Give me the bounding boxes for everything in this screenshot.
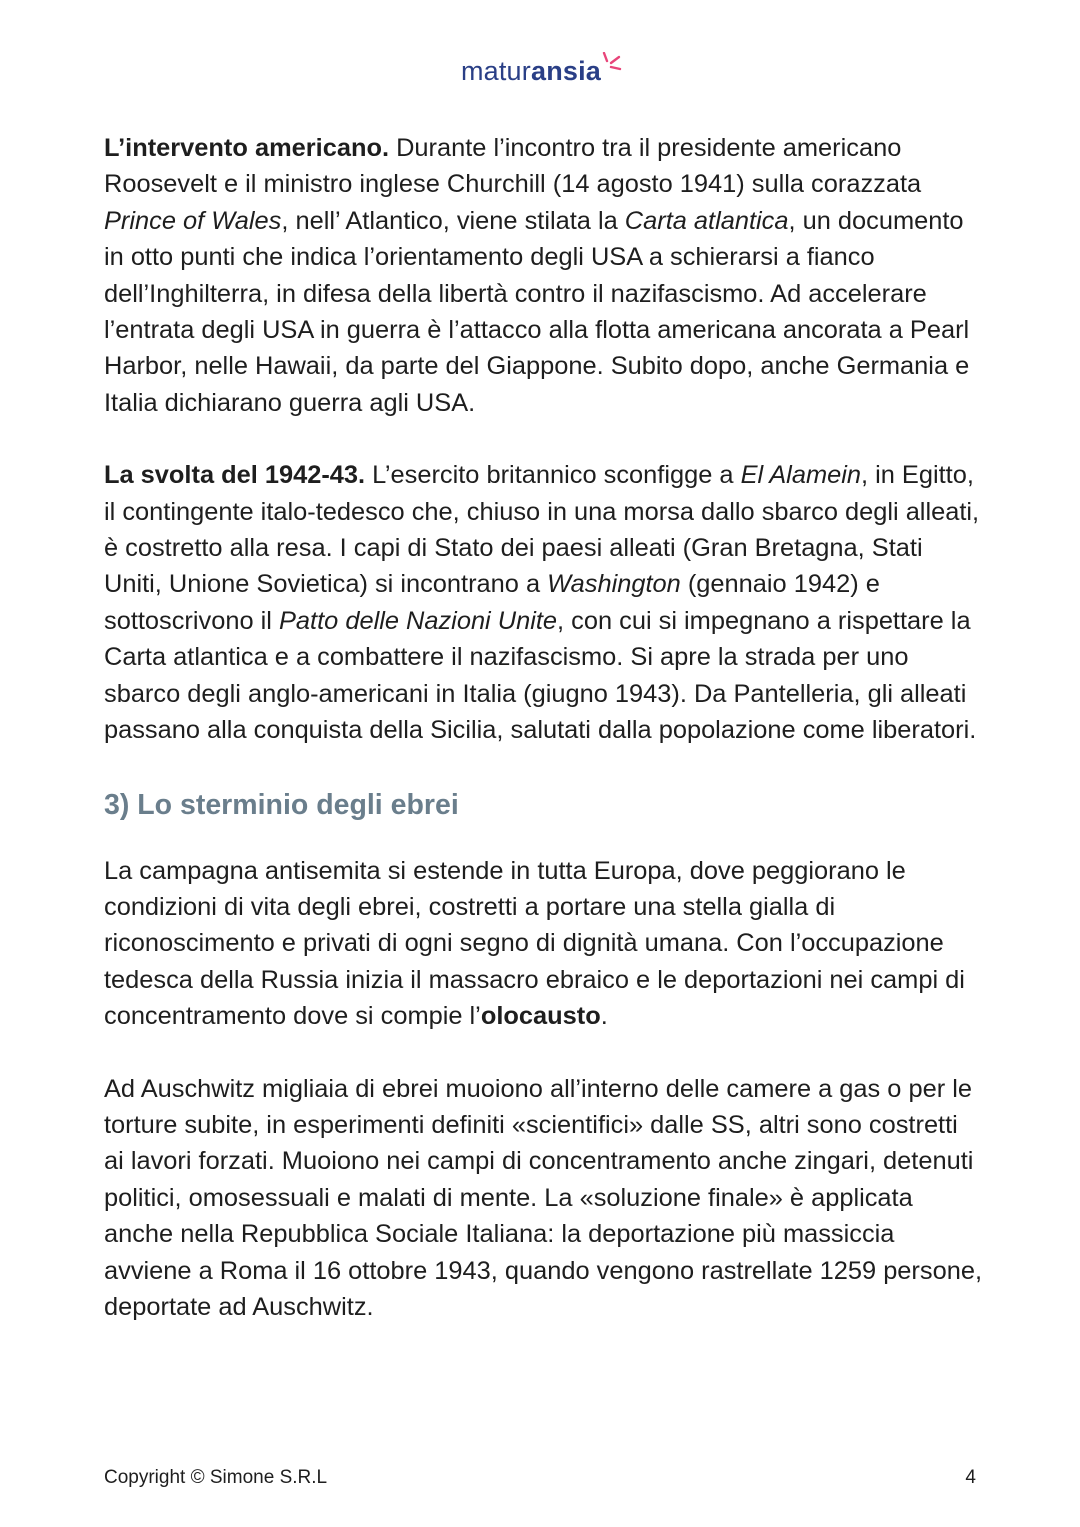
footer-copyright: Copyright © Simone S.R.L [104, 1467, 328, 1488]
paragraph-svolta-1942-43 [104, 457, 984, 748]
paragraph-italic: Patto delle Nazioni Unite [278, 606, 558, 635]
paragraph-intervento-americano [104, 130, 984, 421]
paragraph-text: Durante l’incontro tra il presidente americano Roosevelt e il ministro inglese Churchill (14 agosto 1941) sulla corazzata [104, 134, 922, 199]
paragraph-text: , in Egitto, il contingente italo-tedesco che, chiuso in una morsa dallo sbarco degli alleati, è costretto alla resa. I capi di Stato dei paesi alleati (Gran Bretagna, Stati Uniti, Unione Sovietica) si incontrano a [104, 461, 980, 599]
paragraph-text: L’esercito britannico sconfigge a [365, 461, 741, 490]
paragraph-text: La campagna antisemita si estende in tutta Europa, dove peggiorano le condizioni di vita degli ebrei, costretti a portare una stella gialla di riconoscimento e privati di ogni segno di dignità umana. Con l’occupazione tedesca della Russia inizia il massacro ebraico e le deportazioni nei campi di concentramento dove si compie l’ [104, 856, 965, 1031]
paragraph-italic: Prince of Wales [104, 206, 282, 235]
brand-name-bold: ansia [530, 56, 602, 86]
paragraph-lead: L’intervento americano. [104, 134, 390, 162]
paragraph-bold: olocausto [480, 1002, 601, 1031]
paragraph-text: , nell’ Atlantico, viene stilata la [281, 206, 625, 235]
brand-logo [0, 56, 1080, 87]
paragraph-text: Ad Auschwitz migliaia di ebrei muoiono all’interno delle camere a gas o per le torture subite, in esperimenti definiti «scientifici» dalle SS, altri sono costretti ai lavori forzati. Muoiono nei campi di concentramento anche zingari, detenuti politici, omosessuali e malati di mente. La «soluzione finale» è applicata anche nella Repubblica Sociale Italiana: la deportazione più massiccia avviene a Roma il 16 ottobre 1943, quando vengono rastrellate 1259 persone, deportate ad Auschwitz. [104, 1074, 982, 1321]
paragraph-italic: Carta atlantica [624, 206, 789, 235]
sparkle-icon [601, 52, 623, 74]
paragraph-italic: Washington [547, 570, 681, 599]
section-title: 3) Lo sterminio degli ebrei [104, 788, 459, 821]
paragraph-italic: El Alamein [740, 461, 861, 490]
brand-name-light: matur [460, 56, 531, 86]
paragraph-lead: La svolta del 1942-43. [104, 461, 366, 490]
paragraph-text: , con cui si impegnano a rispettare la Carta atlantica e a combattere il nazifascismo. Si apre la strada per uno sbarco degli anglo-americani in Italia (giugno 1943). Da Pantelleria, gli alleati passano alla conquista della Sicilia, salutati dalla popolazione come liberatori. [104, 606, 977, 745]
document-body [104, 130, 984, 1325]
paragraph-text: (gennaio 1942) e sottoscrivono il [104, 570, 880, 635]
page-number: 4 [965, 1467, 976, 1488]
paragraph-text: . [600, 1002, 608, 1031]
paragraph-auschwitz [104, 1071, 984, 1326]
paragraph-text: , un documento in otto punti che indica l’orientamento degli USA a schierarsi a fianco dell’Inghilterra, in difesa della libertà contro il nazifascismo. Ad accelerare l’entrata degli USA in guerra è l’attacco alla flotta americana ancorata a Pearl Harbor, nelle Hawaii, da parte del Giappone. Subito dopo, anche Germania e Italia dichiarano guerra agli USA. [104, 206, 970, 417]
paragraph-campagna-antisemita [104, 853, 984, 1035]
